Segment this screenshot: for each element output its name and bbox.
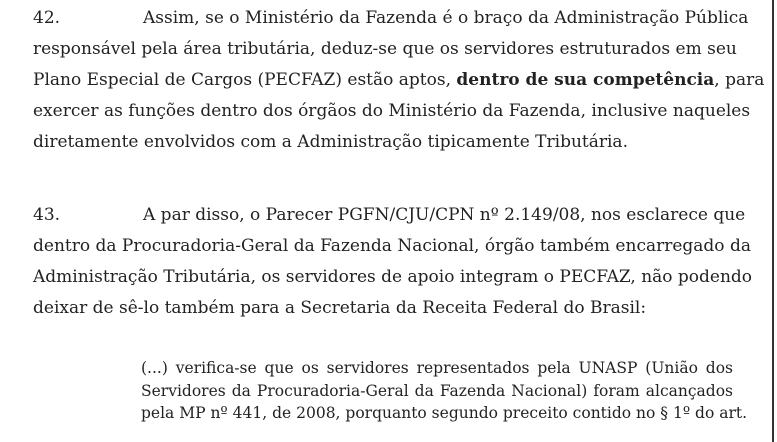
paragraph-42-line-4: exercer as funções dentro dos órgãos do Ministério da Fazenda, inclusive naqueles xyxy=(33,101,751,121)
paragraph-43 xyxy=(33,200,753,324)
paragraph-42-emphasis: dentro de sua competência xyxy=(456,70,715,90)
quote-line-1: (...) verifica-se que os servidores representados pela UNASP (União dos xyxy=(141,359,733,377)
paragraph-42-number: 42. xyxy=(33,8,61,28)
paragraph-43-number: 43. xyxy=(33,205,61,225)
paragraph-43-line-1 xyxy=(33,200,746,231)
paragraph-43-line-4: deixar de sê-lo também para a Secretaria da Receita Federal do Brasil: xyxy=(33,298,647,318)
paragraph-42-text-3a: Plano Especial de Cargos (PECFAZ) estão aptos, xyxy=(33,70,452,90)
paragraph-42-line-2: responsável pela área tributária, deduz-se que os servidores estruturados em seu xyxy=(33,39,737,59)
paragraph-43-line-3: Administração Tributária, os servidores de apoio integram o PECFAZ, não podendo xyxy=(33,267,753,287)
paragraph-42-line-3 xyxy=(33,65,765,96)
paragraph-42-text-3b: , para xyxy=(714,70,765,90)
paragraph-42 xyxy=(33,3,765,158)
paragraph-43-text-1: A par disso, o Parecer PGFN/CJU/CPN nº 2.149/08, nos esclarece que xyxy=(143,205,746,225)
quote-line-2: Servidores da Procuradoria-Geral da Fazenda Nacional) foram alcançados xyxy=(141,381,733,400)
paragraph-42-text-1: Assim, se o Ministério da Fazenda é o braço da Administração Pública xyxy=(143,8,749,28)
page-edge-line xyxy=(772,0,774,442)
paragraph-42-line-1 xyxy=(33,3,749,34)
block-quote xyxy=(141,357,748,425)
paragraph-43-line-2: dentro da Procuradoria-Geral da Fazenda Nacional, órgão também encarregado da xyxy=(33,236,751,256)
quote-line-3: pela MP nº 441, de 2008, porquanto segundo preceito contido no § 1º do art. xyxy=(141,404,748,422)
paragraph-42-line-5: diretamente envolvidos com a Administração tipicamente Tributária. xyxy=(33,132,628,152)
